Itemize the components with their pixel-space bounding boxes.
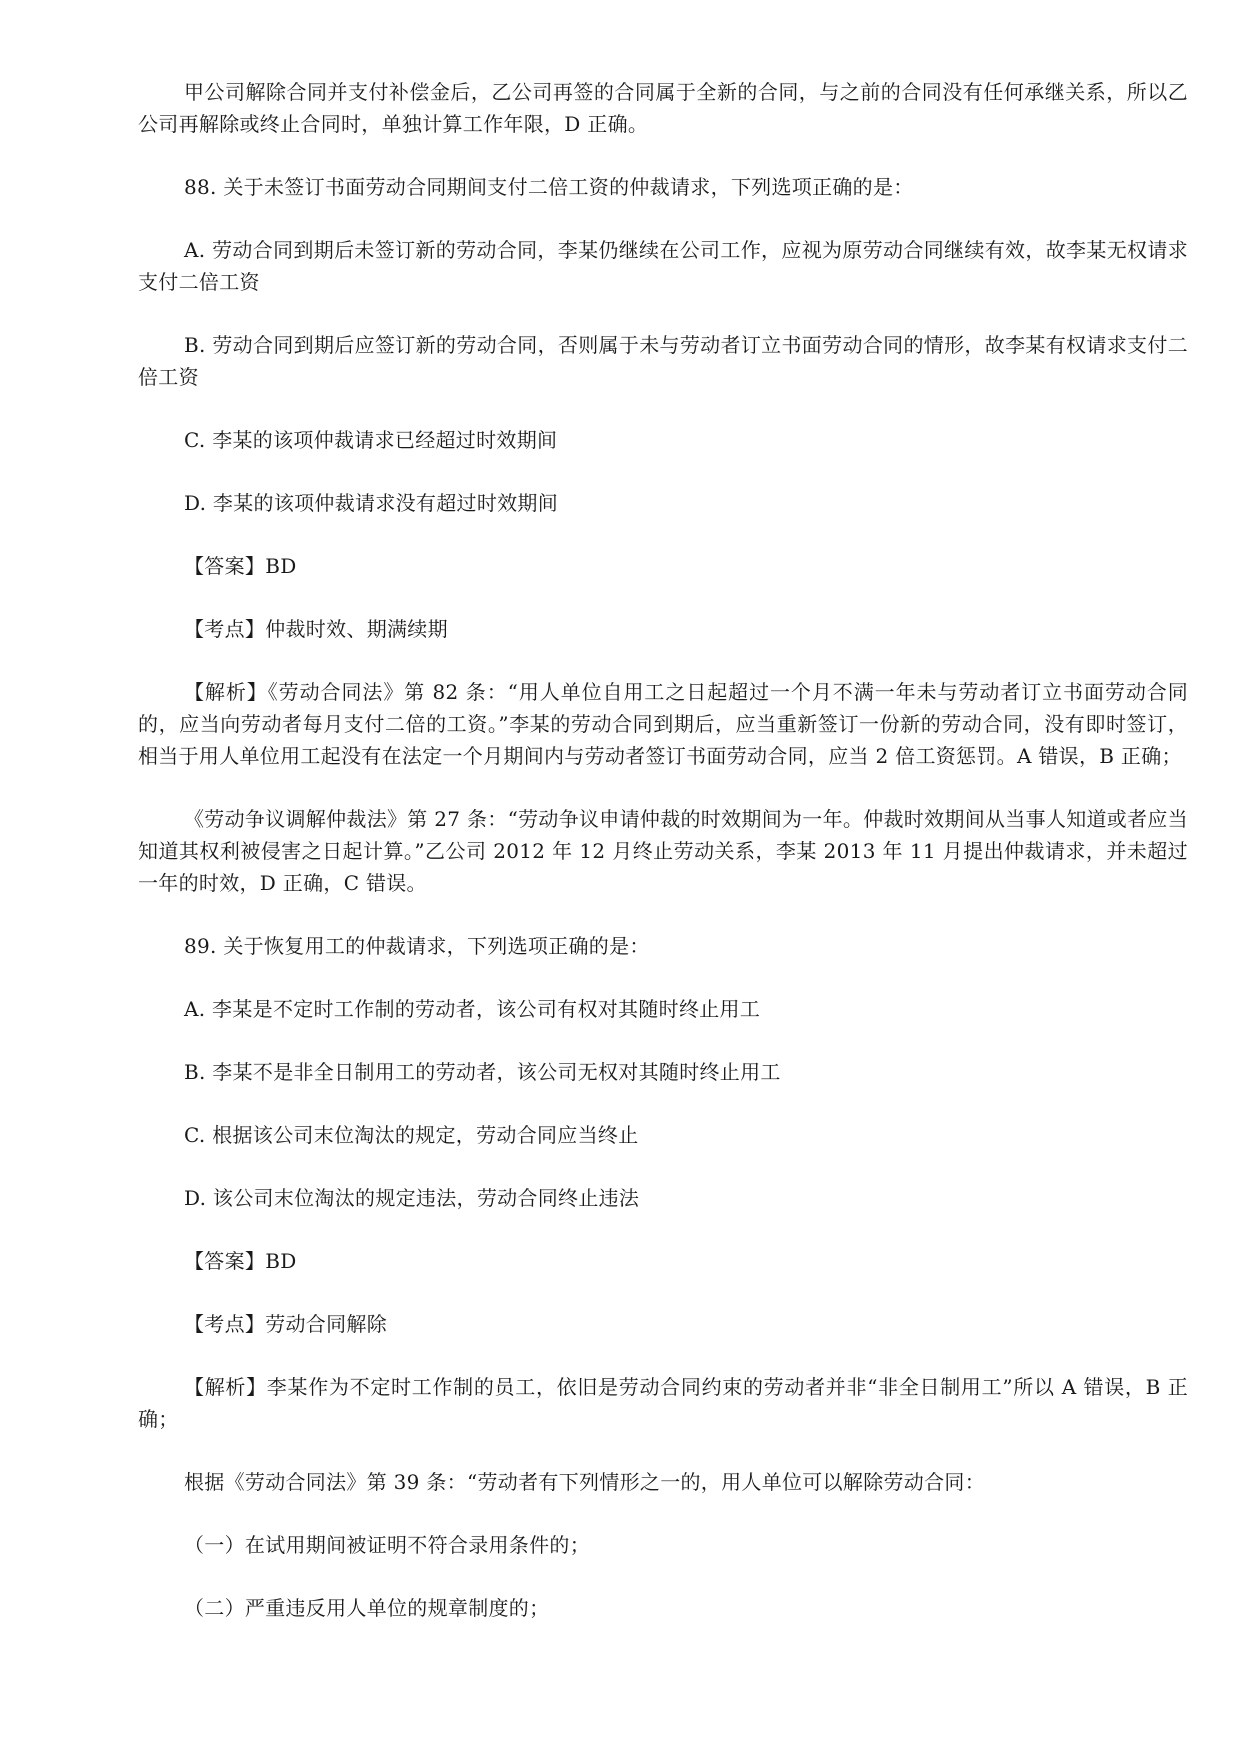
q88-option-c: C. 李某的该项仲裁请求已经超过时效期间: [184, 428, 558, 452]
q88-option-b: B. 劳动合同到期后应签订新的劳动合同，否则属于未与劳动者订立书面劳动合同的情形，故李某有权请求支付二倍工资: [138, 333, 1188, 389]
q89-answer: 【答案】BD: [184, 1249, 297, 1273]
paragraph-prior-explanation: 甲公司解除合同并支付补偿金后，乙公司再签的合同属于全新的合同，与之前的合同没有任何承继关系，所以乙公司再解除或终止合同时，单独计算工作年限，D 正确。: [138, 80, 1188, 136]
q89-option-d: D. 该公司末位淘汰的规定违法，劳动合同终止违法: [184, 1186, 640, 1210]
q89-law-item-1: （一）在试用期间被证明不符合录用条件的；: [184, 1533, 590, 1557]
q89-law-quote: 根据《劳动合同法》第 39 条：“劳动者有下列情形之一的，用人单位可以解除劳动合同：: [184, 1470, 985, 1494]
q88-analysis: 【解析】《劳动合同法》第 82 条：“用人单位自用工之日起超过一个月不满一年未与劳动者订立书面劳动合同的，应当向劳动者每月支付二倍的工资。”李某的劳动合同到期后，应当重新签订一份新的劳动合同，没有即时签订，相当于用人单位用工起没有在法定一个月期间内与劳动者签订书面劳动合同，应当 2 倍工资惩罚。A 错误，B 正确；: [138, 680, 1188, 768]
q88-key-point: 【考点】仲裁时效、期满续期: [184, 617, 448, 641]
q89-option-c: C. 根据该公司末位淘汰的规定，劳动合同应当终止: [184, 1123, 639, 1147]
q89-law-item-2: （二）严重违反用人单位的规章制度的；: [184, 1596, 550, 1620]
question-88: 88. 关于未签订书面劳动合同期间支付二倍工资的仲裁请求，下列选项正确的是：: [184, 175, 914, 199]
q88-answer: 【答案】BD: [184, 554, 297, 578]
q88-analysis-cont: 《劳动争议调解仲裁法》第 27 条：“劳动争议申请仲裁的时效期间为一年。仲裁时效期间从当事人知道或者应当知道其权利被侵害之日起计算。”乙公司 2012 年 12 月终止劳动关系，李某 2013 年 11 月提出仲裁请求，并未超过一年的时效，D 正确，C 错误。: [138, 807, 1188, 895]
q89-key-point: 【考点】劳动合同解除: [184, 1312, 387, 1336]
question-89: 89. 关于恢复用工的仲裁请求，下列选项正确的是：: [184, 934, 650, 958]
q89-option-b: B. 李某不是非全日制用工的劳动者，该公司无权对其随时终止用工: [184, 1060, 781, 1084]
q89-option-a: A. 李某是不定时工作制的劳动者，该公司有权对其随时终止用工: [184, 997, 761, 1021]
document-page: [138, 76, 1188, 1655]
q89-analysis: 【解析】李某作为不定时工作制的员工，依旧是劳动合同约束的劳动者并非“非全日制用工”所以 A 错误，B 正确；: [138, 1375, 1188, 1431]
q88-option-a: A. 劳动合同到期后未签订新的劳动合同，李某仍继续在公司工作，应视为原劳动合同继续有效，故李某无权请求支付二倍工资: [138, 238, 1188, 294]
q88-option-d: D. 李某的该项仲裁请求没有超过时效期间: [184, 491, 559, 515]
